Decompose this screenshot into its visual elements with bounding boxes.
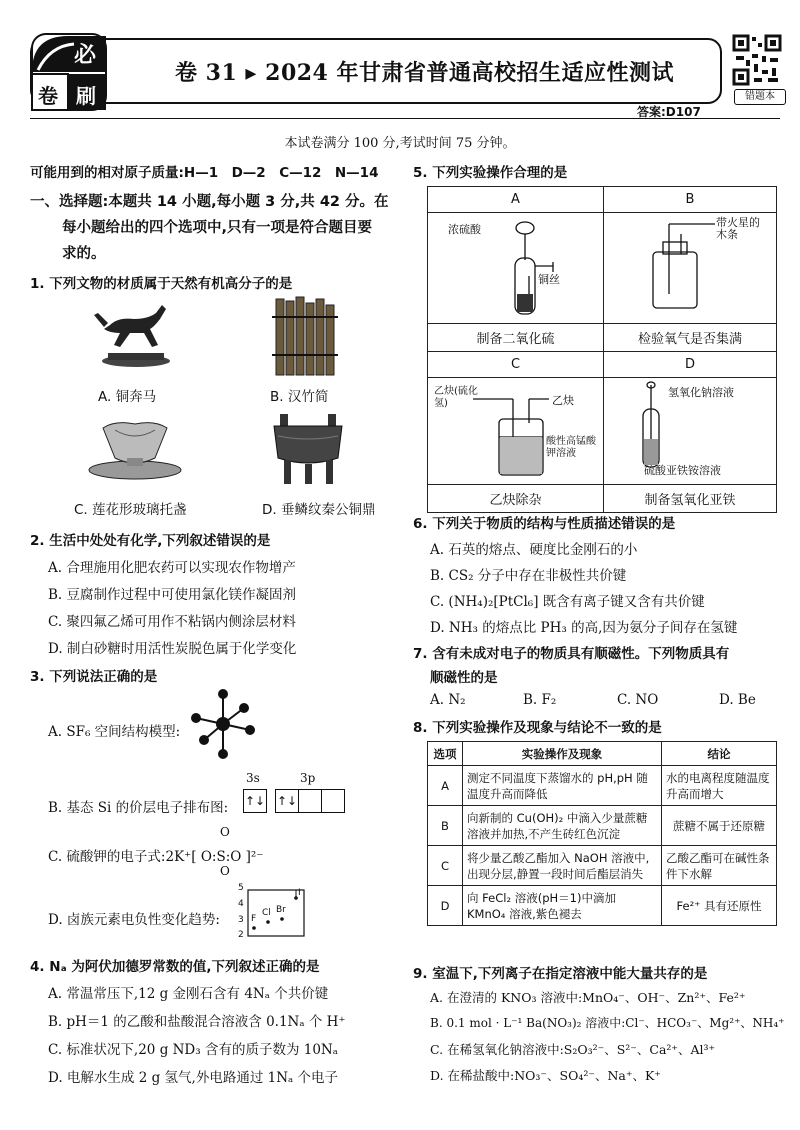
y-tick-2: 2	[238, 930, 244, 940]
q4-option-a: A. 常温常压下,12 g 金刚石含有 4Nₐ 个共价键	[48, 986, 329, 1002]
q1-option-d: D. 垂鳞纹秦公铜鼎	[262, 502, 376, 518]
sf6-model	[188, 688, 258, 764]
answer-code: 答案:D107	[637, 105, 701, 119]
q5-head-a: A	[428, 187, 604, 213]
q5-a-label-wire: 铜丝	[538, 273, 560, 286]
q6-option-b: B. CS₂ 分子中存在非极性共价键	[430, 568, 627, 584]
bamboo-slips-image	[270, 295, 340, 384]
q8-row-c-option: C	[428, 846, 463, 886]
q5-caption-b: 检验氧气是否集满	[604, 324, 777, 352]
glass-cup-icon	[85, 418, 185, 483]
q3-option-c: C. 硫酸钾的电子式:2K⁺[ O:S:O ]²⁻	[48, 849, 264, 865]
table-row	[428, 846, 777, 886]
q4-option-c: C. 标准状况下,20 g ND₃ 含有的质子数为 10Nₐ	[48, 1042, 338, 1058]
q8-row-b-conclusion: 蔗糖不属于还原糖	[662, 806, 777, 846]
qr-code[interactable]	[732, 34, 782, 86]
q1-option-b: B. 汉竹简	[270, 389, 329, 405]
q1-option-a: A. 铜奔马	[98, 389, 157, 405]
header-divider	[30, 118, 780, 119]
logo-top-char: 必	[74, 43, 97, 68]
q2-stem: 2. 生活中处处有化学,下列叙述错误的是	[30, 533, 271, 549]
q5-caption-c: 乙炔除杂	[428, 485, 604, 513]
atomic-mass-note: 可能用到的相对原子质量:H—1 D—2 C—12 N—14	[30, 165, 379, 181]
bronze-ding-image	[268, 412, 348, 491]
q5-head-b: B	[604, 187, 777, 213]
q7-option-a: A. N₂	[430, 692, 466, 708]
q8-header-conclusion: 结论	[662, 742, 777, 766]
logo-left-char: 卷	[38, 84, 58, 108]
q5-d-label-fe-salt: 硫酸亚铁铵溶液	[644, 464, 721, 477]
q8-row-a-conclusion: 水的电离程度随温度升高而增大	[662, 766, 777, 806]
table-row	[428, 766, 777, 806]
brand-logo	[28, 30, 110, 114]
q5-head-c: C	[428, 352, 604, 378]
ding-vessel-icon	[268, 412, 348, 487]
q4-option-b: B. pH＝1 的乙酸和盐酸混合溶液含 0.1Nₐ 个 H⁺	[48, 1014, 346, 1030]
electronegativity-chart	[238, 883, 308, 941]
q7-option-d: D. Be	[719, 692, 756, 708]
section-heading-3: 求的。	[62, 246, 106, 262]
q7-stem-line2: 顺磁性的是	[430, 670, 498, 686]
q4-stem: 4. Nₐ 为阿伏加德罗常数的值,下列叙述正确的是	[30, 959, 320, 975]
q5-stem: 5. 下列实验操作合理的是	[413, 165, 568, 181]
point-label-br: Br	[276, 905, 286, 915]
q3-b-3s-label: 3s	[246, 771, 260, 785]
q5-figure-a	[428, 213, 604, 324]
q4-option-d: D. 电解水生成 2 g 氢气,外电路通过 1Nₐ 个电子	[48, 1070, 339, 1086]
y-tick-3: 3	[238, 915, 244, 925]
q8-header-operation: 实验操作及现象	[463, 742, 662, 766]
q5-apparatus-table	[427, 186, 777, 513]
q8-row-b-operation: 向新制的 Cu(OH)₂ 中滴入少量蔗糖溶液并加热,不产生砖红色沉淀	[463, 806, 662, 846]
q5-head-d: D	[604, 352, 777, 378]
q3-c-o-bottom: O	[220, 864, 230, 878]
table-row	[428, 806, 777, 846]
q3-stem: 3. 下列说法正确的是	[30, 669, 158, 685]
q7-option-c: C. NO	[617, 692, 659, 708]
y-tick-4: 4	[238, 899, 244, 909]
bronze-horse-image	[90, 295, 180, 374]
q5-figure-c	[428, 378, 604, 485]
section-heading-2: 每小题给出的四个选项中,只有一项是符合题目要	[62, 220, 373, 236]
q8-row-d-conclusion: Fe²⁺ 具有还原性	[662, 886, 777, 926]
q9-stem: 9. 室温下,下列离子在指定溶液中能大量共存的是	[413, 966, 708, 982]
lotus-glass-image	[85, 418, 185, 487]
qr-code-icon	[732, 34, 782, 86]
point-label-cl: Cl	[262, 908, 271, 918]
q5-c-label-input: 乙炔(硫化氢)	[434, 386, 478, 409]
q3-c-o-top: O	[220, 825, 230, 839]
y-tick-5: 5	[238, 883, 244, 893]
q6-option-a: A. 石英的熔点、硬度比金刚石的小	[430, 542, 638, 558]
wrongbook-label: 错题本	[734, 89, 786, 105]
q3-b-3p-label: 3p	[300, 771, 316, 785]
q5-figure-d	[604, 378, 777, 485]
q6-option-d: D. NH₃ 的熔点比 PH₃ 的高,因为氨分子间存在氢键	[430, 620, 738, 636]
q8-header-option: 选项	[428, 742, 463, 766]
point-label-i: I	[298, 888, 301, 898]
table-row	[428, 886, 777, 926]
q1-stem: 1. 下列文物的材质属于天然有机高分子的是	[30, 276, 293, 292]
q3-option-a: A. SF₆ 空间结构模型:	[48, 724, 181, 740]
q8-row-d-operation: 向 FeCl₂ 溶液(pH＝1)中滴加 KMnO₄ 溶液,紫色褪去	[463, 886, 662, 926]
q6-stem: 6. 下列关于物质的结构与性质描述错误的是	[413, 516, 676, 532]
q8-row-a-operation: 测定不同温度下蒸馏水的 pH,pH 随温度升高而降低	[463, 766, 662, 806]
q3-option-d: D. 卤族元素电负性变化趋势:	[48, 912, 220, 928]
q9-option-c: C. 在稀氢氧化钠溶液中:S₂O₃²⁻、S²⁻、Ca²⁺、Al³⁺	[430, 1042, 716, 1057]
q5-caption-a: 制备二氧化硫	[428, 324, 604, 352]
q2-option-b: B. 豆腐制作过程中可使用氯化镁作凝固剂	[48, 587, 297, 603]
q8-row-a-option: A	[428, 766, 463, 806]
q7-option-b: B. F₂	[523, 692, 557, 708]
point-label-f: F	[251, 914, 257, 924]
q2-option-a: A. 合理施用化肥农药可以实现农作物增产	[48, 560, 296, 576]
q5-d-label-naoh: 氢氧化钠溶液	[668, 386, 734, 399]
q9-option-b: B. 0.1 mol · L⁻¹ Ba(NO₃)₂ 溶液中:Cl⁻、HCO₃⁻、Mg²⁺、NH₄⁺	[430, 1016, 785, 1030]
exam-intro: 本试卷满分 100 分,考试时间 75 分钟。	[284, 136, 516, 151]
section-heading-1: 一、选择题:本题共 14 小题,每小题 3 分,共 42 分。在	[30, 194, 389, 210]
q6-option-c: C. (NH₄)₂[PtCl₆] 既含有离子键又含有共价键	[430, 594, 705, 610]
q8-experiment-table	[427, 741, 777, 926]
q3-option-b: B. 基态 Si 的价层电子排布图:	[48, 800, 229, 816]
q8-stem: 8. 下列实验操作及现象与结论不一致的是	[413, 720, 662, 736]
q8-row-c-operation: 将少量乙酸乙酯加入 NaOH 溶液中,出现分层,静置一段时间后酯层消失	[463, 846, 662, 886]
q5-c-label-solution: 酸性高锰酸钾溶液	[546, 436, 596, 459]
q2-option-d: D. 制白砂糖时用活性炭脱色属于化学变化	[48, 641, 297, 657]
q9-option-d: D. 在稀盐酸中:NO₃⁻、SO₄²⁻、Na⁺、K⁺	[430, 1068, 661, 1083]
q8-row-b-option: B	[428, 806, 463, 846]
q2-option-c: C. 聚四氟乙烯可用作不粘锅内侧涂层材料	[48, 614, 296, 630]
orbital-box-3p-1: ↑↓	[275, 789, 299, 813]
q5-b-label-splint: 带火星的木条	[716, 216, 760, 241]
q9-option-a: A. 在澄清的 KNO₃ 溶液中:MnO₄⁻、OH⁻、Zn²⁺、Fe²⁺	[430, 990, 746, 1005]
q5-figure-b	[604, 213, 777, 324]
q8-row-d-option: D	[428, 886, 463, 926]
horse-icon	[90, 295, 180, 370]
q1-option-c: C. 莲花形玻璃托盏	[74, 502, 187, 518]
q5-caption-d: 制备氢氧化亚铁	[604, 485, 777, 513]
logo-right-char: 刷	[76, 84, 96, 108]
q8-row-c-conclusion: 乙酸乙酯可在碱性条件下水解	[662, 846, 777, 886]
orbital-box-3p-3	[321, 789, 345, 813]
sf6-molecule-icon	[188, 688, 258, 760]
q5-a-label-acid: 浓硫酸	[448, 223, 481, 236]
q5-c-label-output: 乙炔	[552, 394, 574, 407]
bamboo-slips-icon	[270, 295, 340, 380]
page-title: 卷 31 ▸ 2024 年甘肃省普通高校招生适应性测试	[175, 60, 675, 86]
q7-stem-line1: 7. 含有未成对电子的物质具有顺磁性。下列物质具有	[413, 646, 730, 662]
orbital-box-3p-2	[298, 789, 322, 813]
orbital-box-3s: ↑↓	[243, 789, 267, 813]
